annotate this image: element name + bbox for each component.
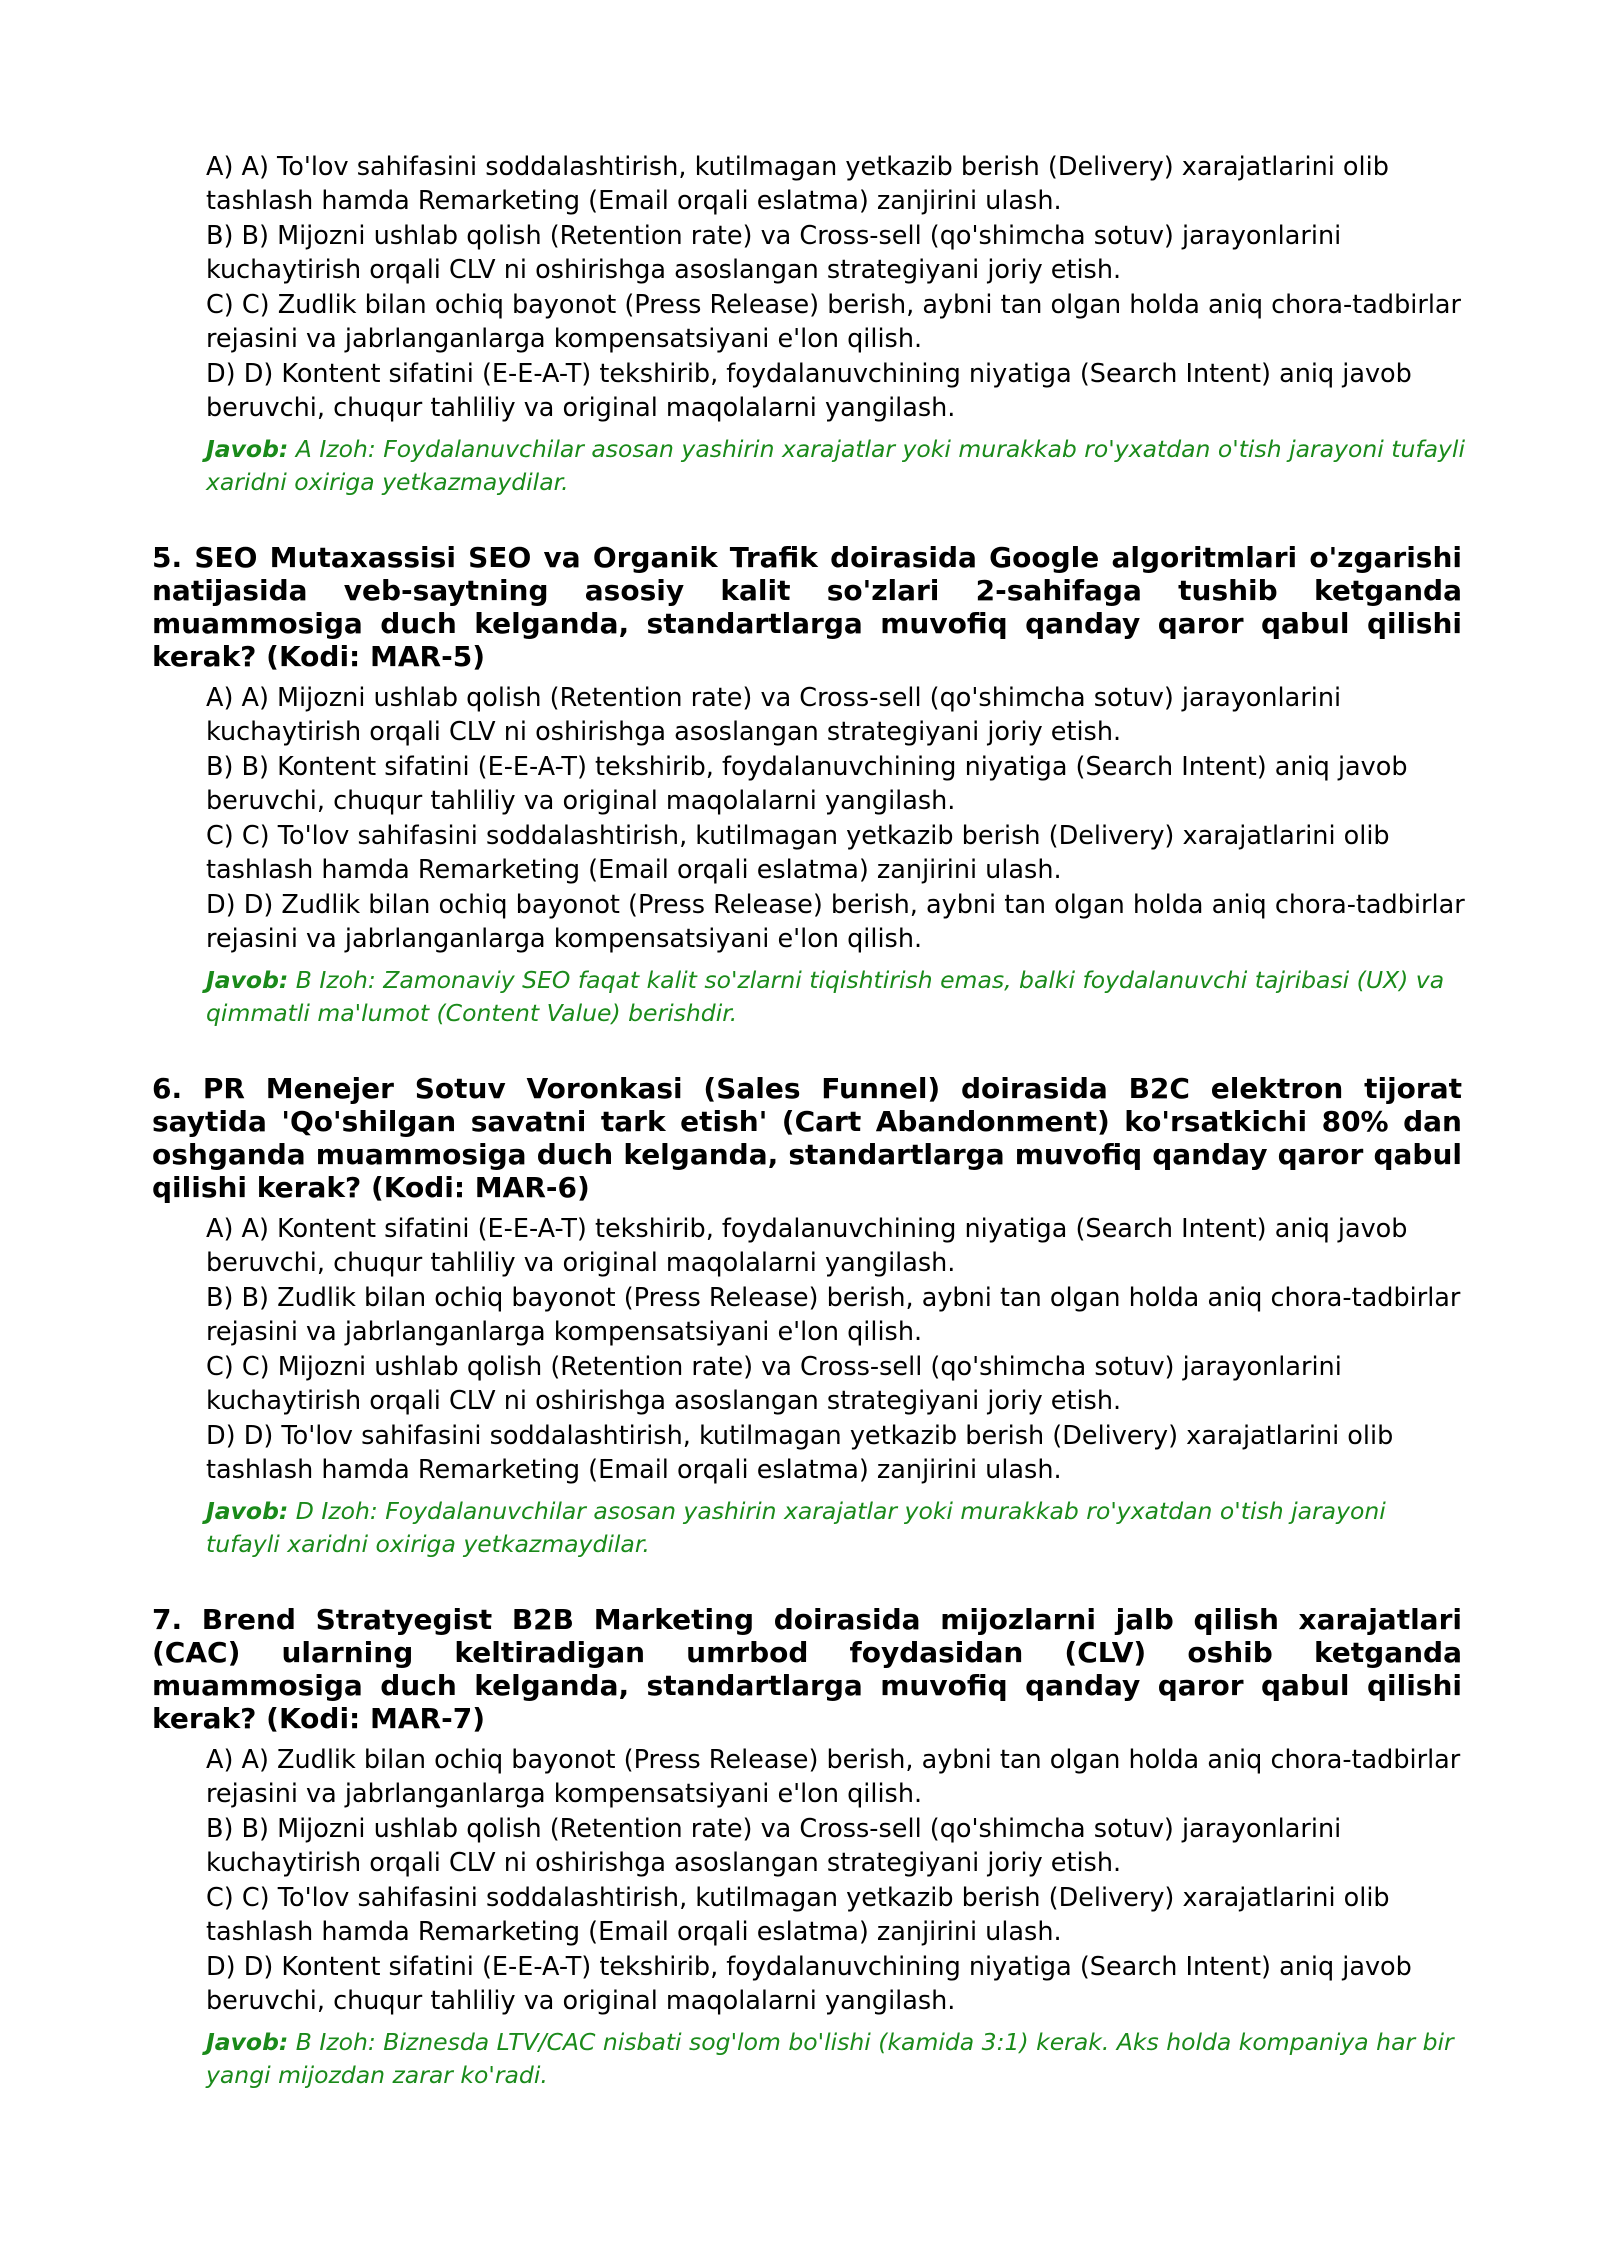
question-title: 6. PR Menejer Sotuv Voronkasi (Sales Funnel) doirasida B2C elektron tijorat saytida 'Qo'shilgan savatni tark etish' (Cart Abandonment) ko'rsatkichi 80% dan oshganda muammosiga duch kelganda, standartlarga muvofiq qanday qaror qabul qilishi kerak? (Kodi: MAR-6): [152, 1072, 1462, 1204]
option-c: C) C) To'lov sahifasini soddalashtirish, kutilmagan yetkazib berish (Delivery) xarajatlarini olib tashlash hamda Remarketing (Email orqali eslatma) zanjirini ulash.: [206, 1883, 1390, 1947]
question-block-5: [152, 541, 1465, 1030]
answer-explanation: [206, 433, 1466, 499]
answer-text: B Izoh: Zamonaviy SEO faqat kalit so'zlarni tiqishtirish emas, balki foydalanuvchi tajribasi (UX) va qimmatli ma'lumot (Content Value) berishdir.: [206, 966, 1445, 1027]
question-block-6: [152, 1072, 1462, 1561]
option-b: B) B) Kontent sifatini (E-E-A-T) tekshirib, foydalanuvchining niyatiga (Search Intent) aniq javob beruvchi, chuqur tahliliy va original maqolalarni yangilash.: [206, 752, 1408, 816]
answer-label: Javob:: [206, 435, 289, 463]
option-c: C) C) Zudlik bilan ochiq bayonot (Press Release) berish, aybni tan olgan holda aniq chora-tadbirlar rejasini va jabrlanganlarga kompensatsiyani e'lon qilish.: [206, 290, 1462, 354]
question-title: 7. Brend Stratyegist B2B Marketing doirasida mijozlarni jalb qilish xarajatlari (CAC) ularning keltiradigan umrbod foydasidan (CLV) oshib ketganda muammosiga duch kelganda, standartlarga muvofiq qanday qaror qabul qilishi kerak? (Kodi: MAR-7): [152, 1603, 1462, 1735]
option-b: B) B) Mijozni ushlab qolish (Retention rate) va Cross-sell (qo'shimcha sotuv) jarayonlarini kuchaytirish orqali CLV ni oshirishga asoslangan strategiyani joriy etish.: [206, 221, 1342, 285]
option-a: A) A) To'lov sahifasini soddalashtirish, kutilmagan yetkazib berish (Delivery) xarajatlarini olib tashlash hamda Remarketing (Email orqali eslatma) zanjirini ulash.: [206, 152, 1389, 216]
answer-label: Javob:: [206, 2028, 289, 2056]
option-b: B) B) Zudlik bilan ochiq bayonot (Press Release) berish, aybni tan olgan holda aniq chora-tadbirlar rejasini va jabrlanganlarga kompensatsiyani e'lon qilish.: [206, 1283, 1461, 1347]
option-d: D) D) To'lov sahifasini soddalashtirish, kutilmagan yetkazib berish (Delivery) xarajatlarini olib tashlash hamda Remarketing (Email orqali eslatma) zanjirini ulash.: [206, 1421, 1394, 1485]
answer-label: Javob:: [206, 966, 289, 994]
answer-explanation: [206, 2026, 1466, 2092]
option-d: D) D) Kontent sifatini (E-E-A-T) tekshirib, foydalanuvchining niyatiga (Search Intent) aniq javob beruvchi, chuqur tahliliy va original maqolalarni yangilash.: [206, 359, 1412, 423]
option-d: D) D) Zudlik bilan ochiq bayonot (Press Release) berish, aybni tan olgan holda aniq chora-tadbirlar rejasini va jabrlanganlarga kompensatsiyani e'lon qilish.: [206, 890, 1465, 954]
option-a: A) A) Kontent sifatini (E-E-A-T) tekshirib, foydalanuvchining niyatiga (Search Intent) aniq javob beruvchi, chuqur tahliliy va original maqolalarni yangilash.: [206, 1214, 1408, 1278]
answer-text: A Izoh: Foydalanuvchilar asosan yashirin xarajatlar yoki murakkab ro'yxatdan o'tish jarayoni tufayli xaridni oxiriga yetkazmaydilar.: [206, 435, 1465, 496]
option-c: C) C) To'lov sahifasini soddalashtirish, kutilmagan yetkazib berish (Delivery) xarajatlarini olib tashlash hamda Remarketing (Email orqali eslatma) zanjirini ulash.: [206, 821, 1390, 885]
question-block-7: [152, 1603, 1462, 2092]
question-title: 5. SEO Mutaxassisi SEO va Organik Trafik doirasida Google algoritmlari o'zgarishi natijasida veb-saytning asosiy kalit so'zlari 2-sahifaga tushib ketganda muammosiga duch kelganda, standartlarga muvofiq qanday qaror qabul qilishi kerak? (Kodi: MAR-5): [152, 541, 1462, 673]
option-d: D) D) Kontent sifatini (E-E-A-T) tekshirib, foydalanuvchining niyatiga (Search Intent) aniq javob beruvchi, chuqur tahliliy va original maqolalarni yangilash.: [206, 1952, 1412, 2016]
option-a: A) A) Mijozni ushlab qolish (Retention rate) va Cross-sell (qo'shimcha sotuv) jarayonlarini kuchaytirish orqali CLV ni oshirishga asoslangan strategiyani joriy etish.: [206, 683, 1342, 747]
answer-text: B Izoh: Biznesda LTV/CAC nisbati sog'lom bo'lishi (kamida 3:1) kerak. Aks holda kompaniya har bir yangi mijozdan zarar ko'radi.: [206, 2028, 1454, 2089]
question-block-4-continued: [152, 150, 1465, 499]
answer-text: D Izoh: Foydalanuvchilar asosan yashirin xarajatlar yoki murakkab ro'yxatdan o'tish jarayoni tufayli xaridni oxiriga yetkazmaydilar.: [206, 1497, 1386, 1558]
option-a: A) A) Zudlik bilan ochiq bayonot (Press Release) berish, aybni tan olgan holda aniq chora-tadbirlar rejasini va jabrlanganlarga kompensatsiyani e'lon qilish.: [206, 1745, 1461, 1809]
answer-explanation: [206, 1495, 1466, 1561]
answer-label: Javob:: [206, 1497, 289, 1525]
document-page: [152, 150, 1465, 2134]
answer-explanation: [206, 964, 1466, 1030]
option-b: B) B) Mijozni ushlab qolish (Retention rate) va Cross-sell (qo'shimcha sotuv) jarayonlarini kuchaytirish orqali CLV ni oshirishga asoslangan strategiyani joriy etish.: [206, 1814, 1342, 1878]
option-c: C) C) Mijozni ushlab qolish (Retention rate) va Cross-sell (qo'shimcha sotuv) jarayonlarini kuchaytirish orqali CLV ni oshirishga asoslangan strategiyani joriy etish.: [206, 1352, 1342, 1416]
